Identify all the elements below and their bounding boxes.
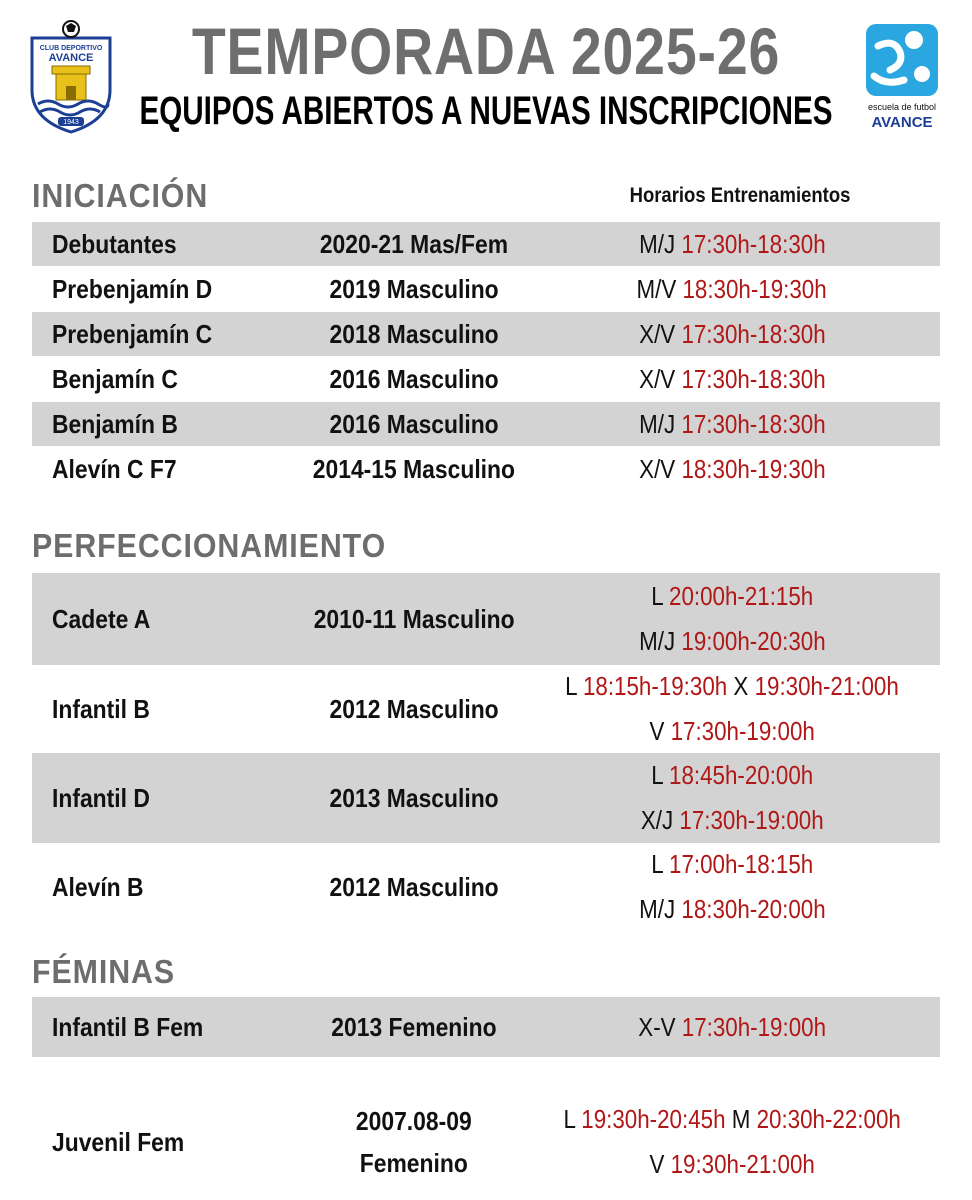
training-days: V xyxy=(649,1149,671,1179)
schedule-line xyxy=(639,887,825,932)
schedule-line xyxy=(565,664,899,709)
training-days: M xyxy=(731,1104,757,1134)
crest-top-text: CLUB DEPORTIVO xyxy=(39,45,103,52)
schedule-line xyxy=(639,312,825,357)
training-days: M/J xyxy=(638,626,681,656)
schedule-line xyxy=(639,402,825,447)
table-row xyxy=(32,402,940,446)
section-title-iniciacion: INICIACIÓN xyxy=(32,177,209,214)
team-name: Benjamín B xyxy=(52,408,178,439)
table-row xyxy=(32,997,940,1057)
training-time: 17:30h-19:00h xyxy=(670,716,815,746)
table-row xyxy=(32,267,940,311)
birth-year-category: 2013 Femenino xyxy=(331,1012,497,1042)
training-schedule xyxy=(522,402,942,446)
team-name: Juvenil Fem xyxy=(52,1126,185,1157)
training-days: L xyxy=(650,760,669,790)
training-days: M/J xyxy=(638,228,681,259)
schedule-line xyxy=(641,798,824,843)
section-title-feminas: FÉMINAS xyxy=(32,953,176,990)
logo-top-text: escuela de futbol xyxy=(867,102,937,112)
schedule-line xyxy=(651,574,813,619)
schedule-line xyxy=(639,222,825,267)
training-time: 17:30h-18:30h xyxy=(681,318,826,349)
birth-year-category: 2010-11 Masculino xyxy=(313,604,515,634)
training-time: 17:30h-18:30h xyxy=(680,408,826,439)
training-time: 18:45h-20:00h xyxy=(668,760,814,790)
birth-year-category: 2016 Masculino xyxy=(329,409,499,439)
birth-year-category: 2016 Masculino xyxy=(329,364,499,394)
training-days: L xyxy=(650,849,669,879)
training-time: 19:00h-20:30h xyxy=(680,626,826,656)
training-schedule xyxy=(522,447,942,491)
training-schedule xyxy=(522,753,942,843)
crest-year: 1943 xyxy=(63,119,79,126)
schedule-line xyxy=(649,1142,814,1187)
logo-name: AVANCE xyxy=(871,114,933,131)
birth-year-category: 2012 Masculino xyxy=(329,872,499,902)
training-time: 20:00h-21:15h xyxy=(668,581,814,611)
training-schedule xyxy=(522,843,942,931)
team-name: Alevín C F7 xyxy=(52,453,177,484)
training-days: L xyxy=(650,581,669,611)
table-row xyxy=(32,222,940,266)
team-name: Prebenjamín D xyxy=(52,273,213,304)
schedule-line xyxy=(563,1097,900,1142)
table-row xyxy=(32,665,940,753)
training-time: 17:30h-19:00h xyxy=(681,1011,826,1042)
training-schedule xyxy=(522,1092,942,1192)
schedule-line xyxy=(649,709,814,754)
training-time: 17:30h-18:30h xyxy=(680,228,826,259)
training-time: 18:15h-19:30h xyxy=(582,671,728,701)
training-days: M/V xyxy=(636,273,683,304)
birth-year-category: 2007.08-09 Femenino xyxy=(356,1106,472,1178)
birth-year-category: 2019 Masculino xyxy=(329,274,499,304)
training-time: 20:30h-22:00h xyxy=(756,1104,901,1134)
training-schedule xyxy=(522,665,942,753)
training-schedule xyxy=(522,267,942,311)
section-title-perfeccionamiento: PERFECCIONAMIENTO xyxy=(32,527,387,564)
training-days: L xyxy=(563,1104,582,1134)
training-time: 17:30h-19:00h xyxy=(679,805,824,835)
training-days: L xyxy=(565,671,583,701)
training-days: M/J xyxy=(638,894,681,924)
schedule-line xyxy=(639,357,825,402)
training-time: 19:30h-21:00h xyxy=(670,1149,815,1179)
crest-name: AVANCE xyxy=(48,52,94,64)
table-row xyxy=(32,312,940,356)
schedule-line xyxy=(651,842,813,887)
table-row xyxy=(32,573,940,665)
team-name: Prebenjamín C xyxy=(52,318,213,349)
training-days: X/J xyxy=(640,805,680,835)
table-row xyxy=(32,843,940,931)
team-name: Cadete A xyxy=(52,603,151,634)
training-schedule xyxy=(522,357,942,401)
training-days: X/V xyxy=(638,318,682,349)
table-row xyxy=(32,1092,940,1192)
schedule-line xyxy=(639,619,825,664)
training-days: M/J xyxy=(638,408,681,439)
birth-year-category: 2012 Masculino xyxy=(329,694,499,724)
schedule-column-header: Horarios Entrenamientos xyxy=(629,184,851,207)
training-schedule xyxy=(522,222,942,266)
training-time: 18:30h-19:30h xyxy=(682,273,828,304)
birth-year-category: 2018 Masculino xyxy=(329,319,499,349)
schedule-line xyxy=(639,447,825,492)
birth-year-category: 2014-15 Masculino xyxy=(312,454,516,484)
page-subtitle: EQUIPOS ABIERTOS A NUEVAS INSCRIPCIONES xyxy=(139,89,833,133)
team-name: Infantil B Fem xyxy=(52,1011,204,1042)
training-days: X/V xyxy=(638,363,682,394)
training-days: V xyxy=(649,716,671,746)
training-time: 18:30h-20:00h xyxy=(680,894,826,924)
training-time: 19:30h-21:00h xyxy=(754,671,899,701)
table-row xyxy=(32,357,940,401)
team-name: Infantil B xyxy=(52,693,150,724)
schedule-line xyxy=(637,267,827,312)
training-days: X-V xyxy=(638,1011,682,1042)
escuela-futbol-avance-logo xyxy=(864,24,940,132)
table-row xyxy=(32,447,940,491)
table-row xyxy=(32,753,940,843)
training-time: 17:30h-18:30h xyxy=(681,363,826,394)
birth-year-category: 2013 Masculino xyxy=(329,783,499,813)
birth-year-category: 2020-21 Mas/Fem xyxy=(319,229,509,259)
training-days: X/V xyxy=(638,453,682,484)
training-time: 19:30h-20:45h xyxy=(581,1104,726,1134)
schedule-line xyxy=(651,753,813,798)
training-schedule xyxy=(522,997,942,1057)
training-schedule xyxy=(522,573,942,665)
team-name: Alevín B xyxy=(52,871,144,902)
training-time: 18:30h-19:30h xyxy=(681,453,826,484)
training-schedule xyxy=(522,312,942,356)
training-time: 17:00h-18:15h xyxy=(668,849,814,879)
training-days: X xyxy=(733,671,755,701)
team-name: Benjamín C xyxy=(52,363,178,394)
page-title: TEMPORADA 2025-26 xyxy=(191,14,781,88)
team-name: Infantil D xyxy=(52,782,150,813)
schedule-line xyxy=(638,1005,826,1050)
team-name: Debutantes xyxy=(52,228,177,259)
